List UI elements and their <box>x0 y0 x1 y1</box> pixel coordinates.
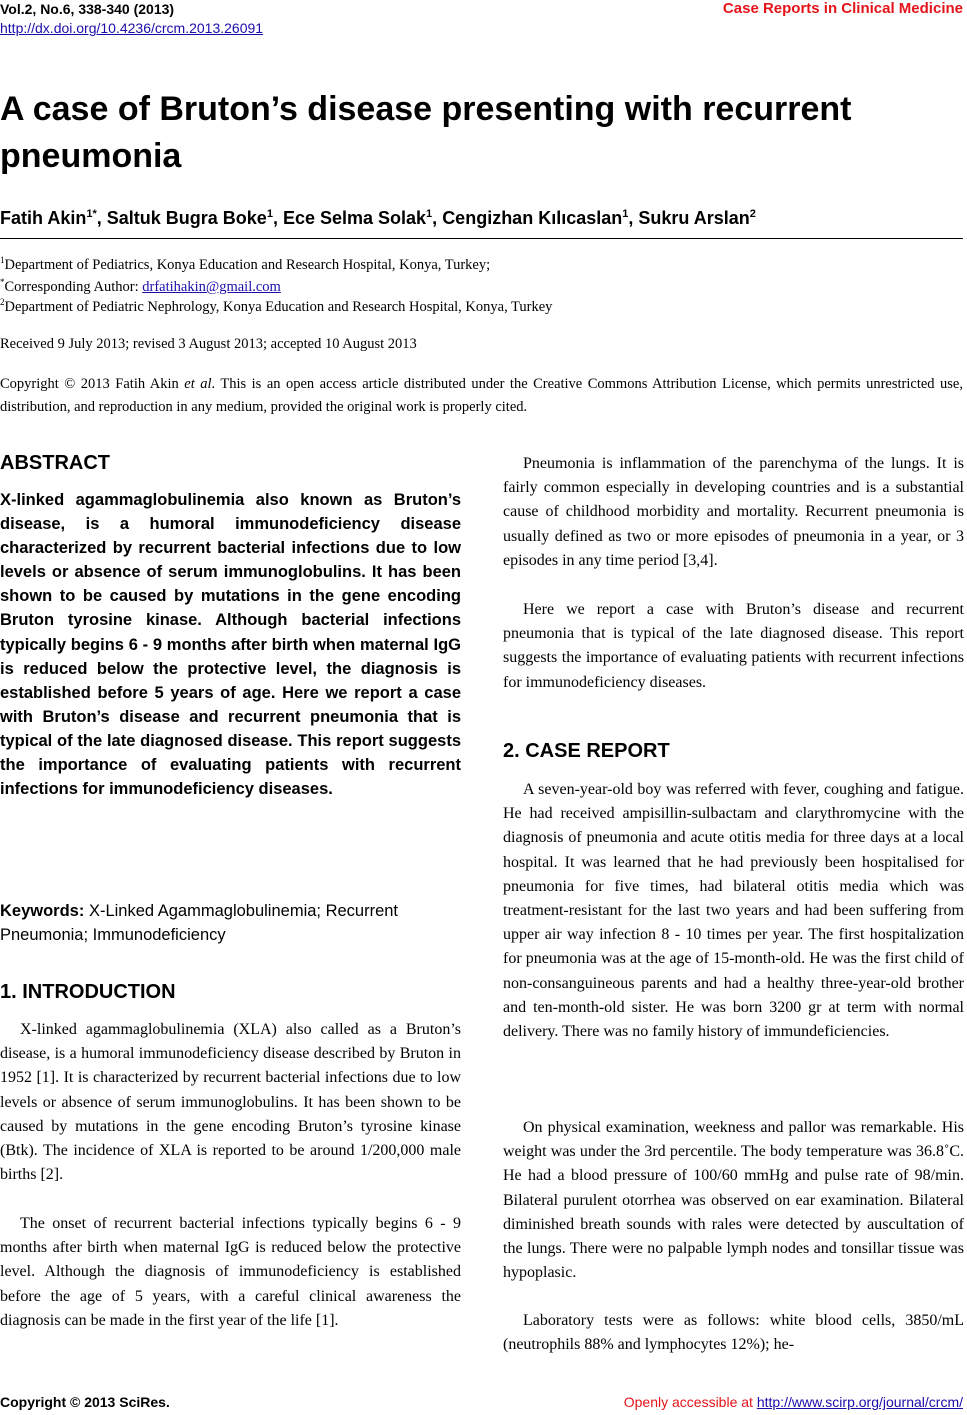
author-sup: 1 <box>426 208 433 220</box>
affiliation-1: $^1$Department of Pediatrics, Konya Education and Research Hospital, Konya, Turkey; <box>0 255 491 273</box>
running-header <box>0 0 263 38</box>
affiliation-2: $^2$Department of Pediatric Nephrology, Konya Education and Research Hospital, Konya, Turkey <box>0 297 553 315</box>
received-dates: Received 9 July 2013; revised 3 August 2013; accepted 10 August 2013 <box>0 336 417 352</box>
author-sup: 1* <box>86 208 97 220</box>
corresponding-author: *Corresponding Author: drfatihakin@gmail.com <box>0 277 281 295</box>
author-name: Cengizhan Kılıcaslan <box>442 208 623 228</box>
doi-link[interactable]: http://dx.doi.org/10.4236/crcm.2013.26091 <box>0 20 264 36</box>
footer-copyright: Copyright © 2013 SciRes. <box>0 1394 170 1410</box>
keywords: Keywords: X-Linked Agammaglobulinemia; Recurrent Pneumonia; Immunodeficiency <box>0 902 399 944</box>
case-paragraph-2: On physical examination, weekness and pallor was remarkable. His weight was under the 3rd percentile. The body temperature was 36.8˚C. He had a blood pressure of 100/60 mmHg and pulse rate of 98/min. Bilateral purulent otorrhea was observed on ear examination. Bilateral diminished breath sounds with rales were detected by auscultation of the lungs. There were no palpable lymph nodes and tonsillar tissue was hypoplasic. <box>503 1119 964 1282</box>
journal-url-link[interactable]: http://www.scirp.org/journal/crcm/ <box>756 1394 963 1410</box>
abstract-text: X-linked agammaglobulinemia also known as Bruton’s disease, is a humoral immunodeficiency disease characterized by recurrent bacterial infections due to low levels or absence of serum immunoglobulins. It has been shown to be caused by mutations in the gene encoding Bruton tyrosine kinase. Although bacterial infections typically begins 6 - 9 months after birth when maternal IgG is reduced below the protective level, the diagnosis is established before 5 years of age. Here we report a case with Bruton’s disease and recurrent pneumonia that is typical of the late diagnosed disease. This report suggests the importance of evaluating patients with recurrent infections for immunodeficiency diseases. <box>0 491 461 799</box>
body-paragraph-2: Here we report a case with Bruton’s disease and recurrent pneumonia that is typical of the late diagnosed disease. This report suggests the importance of evaluating patients with recurrent infections for immunodeficiency diseases. <box>503 601 964 691</box>
author-list: Fatih Akin$^{1*}$, Saltuk Bugra Boke$^1$, Ece Selma Solak$^1$, Cengizhan Kılıcaslan$^1$, Sukru Arslan$^2$ <box>0 208 756 228</box>
intro-paragraph-1: X-linked agammaglobulinemia (XLA) also called as a Bruton’s disease, is a humoral immunodeficiency disease described by Bruton in 1952 [1]. It is characterized by recurrent bacterial infections due to low levels or absence of serum immunoglobulins. It has been shown to be caused by mutations in the gene encoding Bruton’s tyrosine kinase (Btk). The incidence of XLA is reported to be around 1/200,000 male births [2]. <box>0 1021 461 1184</box>
author-name: Saltuk Bugra Boke <box>106 208 267 228</box>
case-paragraph-3: Laboratory tests were as follows: white blood cells, 3850/mL (neutrophils 88% and lymphocytes 12%); he- <box>503 1312 964 1354</box>
author-name: Fatih Akin <box>0 208 87 228</box>
case-paragraph-1: A seven-year-old boy was referred with fever, coughing and fatigue. He had received ampisillin-sulbactam and clarythromycine with the diagnosis of pneumonia and acute otitis media for three days at a local hospital. It was learned that he had previously been hospitalised for pneumonia for five times, had bilateral otitis media which was treatment-resistant for the last two years and had been suffering from upper air way infection 8 - 10 times per year. The first hospitalization for pneumonia was at the age of 15-month-old. He was the first child of non-consanguineous parents and had a healthy three-year-old brother and ten-month-old sister. He was born 3200 gr at term with normal delivery. There was no family history of immundeficiencies. <box>503 781 964 1041</box>
copyright-notice: Copyright © 2013 Fatih Akin et al. This is an open access article distributed under the Creative Commons Attribution License, which permits unrestricted use, distribution, and reproduction in any medium, provided the original work is properly cited. <box>0 376 963 415</box>
author-sup: 1 <box>266 208 273 220</box>
abstract-heading: ABSTRACT <box>0 452 110 474</box>
case-report-heading: 2. CASE REPORT <box>503 740 670 762</box>
email-link[interactable]: drfatihakin@gmail.com <box>142 278 281 295</box>
body-paragraph-1: Pneumonia is inflammation of the parenchyma of the lungs. It is fairly common especially in developing countries and is a substantial cause of childhood morbidity and mortality. Recurrent pneumonia is usually defined as two or more episodes of pneumonia in a year, or 3 episodes in any time period [3,4]. <box>503 455 964 569</box>
author-sup: 2 <box>749 208 756 220</box>
intro-paragraph-2: The onset of recurrent bacterial infections typically begins 6 - 9 months after birth when maternal IgG is reduced below the protective level. Although the diagnosis of immunodeficiency is established before the age of 5 years, with a careful clinical awareness the diagnosis can be made in the first year of the life [1]. <box>0 1215 461 1329</box>
journal-name: Case Reports in Clinical Medicine <box>722 0 963 17</box>
author-name: Ece Selma Solak <box>282 208 427 228</box>
author-name: Sukru Arslan <box>638 208 750 228</box>
volume-info: Vol.2, No.6, 338-340 (2013) <box>0 1 175 17</box>
author-sup: 1 <box>622 208 629 220</box>
header-divider <box>0 238 963 239</box>
footer-access: Openly accessible at http://www.scirp.org/journal/crcm/ <box>623 1394 963 1410</box>
article-title: A case of Bruton’s disease presenting with recurrent pneumonia <box>0 90 852 175</box>
introduction-heading: 1. INTRODUCTION <box>0 981 176 1003</box>
